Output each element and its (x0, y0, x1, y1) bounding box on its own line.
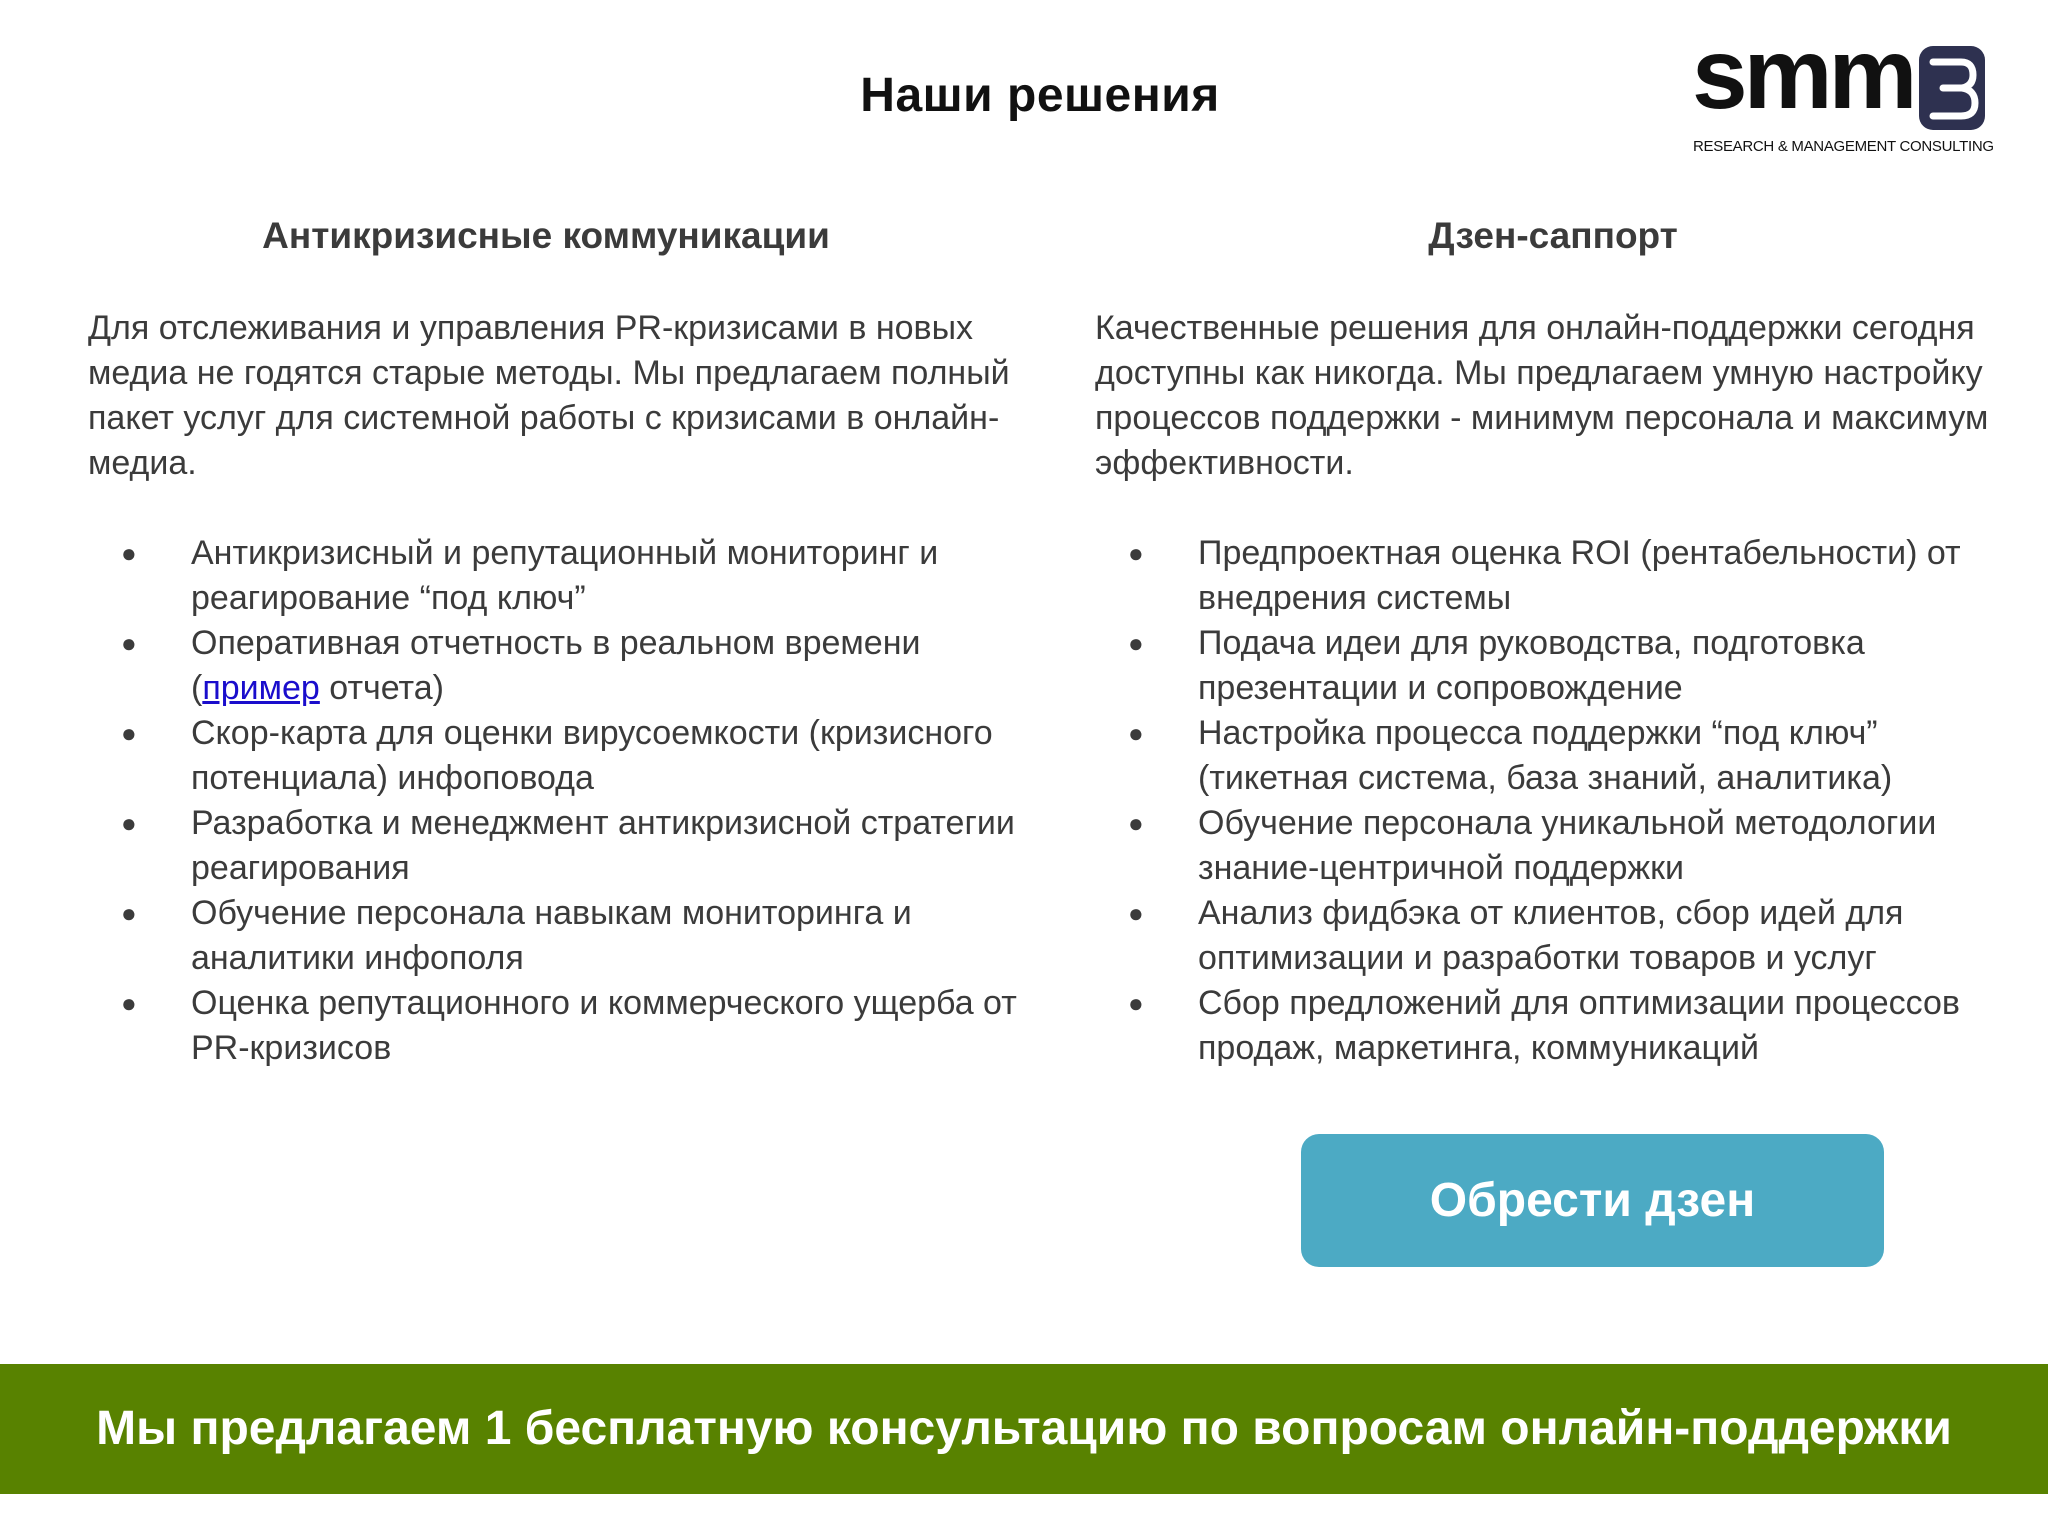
anticrisis-heading: Антикризисные коммуникации (262, 215, 830, 256)
list-item (1095, 801, 2025, 891)
list-item (88, 621, 1018, 711)
list-item (88, 531, 1018, 621)
anticrisis-intro: Для отслеживания и управления PR-кризисами в новых медиа не годятся старые методы. Мы предлагаем полный пакет услуг для системной работы с кризисами в онлайн-медиа. (88, 309, 1010, 482)
bullet-icon: ● (121, 988, 137, 1018)
list-item (1095, 891, 2025, 981)
list-item-text: Анализ фидбэка от клиентов, сбор идей для оптимизации и разработки товаров и услуг (1198, 894, 1904, 977)
logo-tagline: RESEARCH & MANAGEMENT CONSULTING (1693, 138, 1994, 155)
zen-support-column (1095, 210, 2025, 1071)
get-zen-button[interactable]: Обрести дзен (1301, 1134, 1884, 1267)
bullet-icon: ● (1128, 988, 1144, 1018)
bullet-icon: ● (121, 808, 137, 838)
free-consultation-banner: Мы предлагаем 1 бесплатную консультацию по вопросам онлайн-поддержки (0, 1364, 2048, 1494)
bullet-icon: ● (121, 538, 137, 568)
report-example-link[interactable]: пример (202, 669, 320, 707)
list-item-text: Предпроектная оценка ROI (рентабельности) от внедрения системы (1198, 534, 1961, 617)
logo-3-mark-icon (1917, 44, 1987, 132)
zen-support-intro: Качественные решения для онлайн-поддержки сегодня доступны как никогда. Мы предлагаем умную настройку процессов поддержки - минимум персонала и максимум эффективности. (1095, 309, 1989, 482)
zen-support-list (1095, 531, 2025, 1071)
bullet-icon: ● (1128, 898, 1144, 928)
list-item-text: Подача идеи для руководства, подготовка презентации и сопровождение (1198, 624, 1865, 707)
list-item (1095, 531, 2025, 621)
logo-wordmark: smm (1692, 18, 1914, 130)
zen-support-heading: Дзен-саппорт (1428, 215, 1678, 256)
list-item-text: Обучение персонала навыкам мониторинга и аналитики инфополя (191, 894, 912, 977)
list-item-text: Антикризисный и репутационный мониторинг и реагирование “под ключ” (191, 534, 939, 617)
anticrisis-column (88, 210, 1018, 1071)
list-item (1095, 711, 2025, 801)
bullet-icon: ● (121, 628, 137, 658)
list-item (88, 711, 1018, 801)
bullet-icon: ● (1128, 808, 1144, 838)
list-item (88, 891, 1018, 981)
page-title: Наши решения (860, 69, 1220, 122)
anticrisis-list (88, 531, 1018, 1071)
bullet-icon: ● (121, 718, 137, 748)
bullet-icon: ● (121, 898, 137, 928)
list-item-text-before: Оперативная отчетность в реальном времени ( (191, 624, 921, 707)
list-item (88, 801, 1018, 891)
bullet-icon: ● (1128, 628, 1144, 658)
list-item (88, 981, 1018, 1071)
list-item-text: Скор-карта для оценки вирусоемкости (кризисного потенциала) инфоповода (191, 714, 993, 797)
list-item-text-after: отчета) (319, 669, 444, 707)
list-item-text: Оценка репутационного и коммерческого ущерба от PR-кризисов (191, 984, 1017, 1067)
list-item-text: Разработка и менеджмент антикризисной стратегии реагирования (191, 804, 1015, 887)
list-item-text: Настройка процесса поддержки “под ключ” (тикетная система, база знаний, аналитика) (1198, 714, 1893, 797)
list-item-text: Сбор предложений для оптимизации процессов продаж, маркетинга, коммуникаций (1198, 984, 1960, 1067)
bullet-icon: ● (1128, 538, 1144, 568)
list-item (1095, 981, 2025, 1071)
list-item (1095, 621, 2025, 711)
company-logo (1688, 18, 1994, 161)
bullet-icon: ● (1128, 718, 1144, 748)
list-item-text: Обучение персонала уникальной методологии знание-центричной поддержки (1198, 804, 1937, 887)
